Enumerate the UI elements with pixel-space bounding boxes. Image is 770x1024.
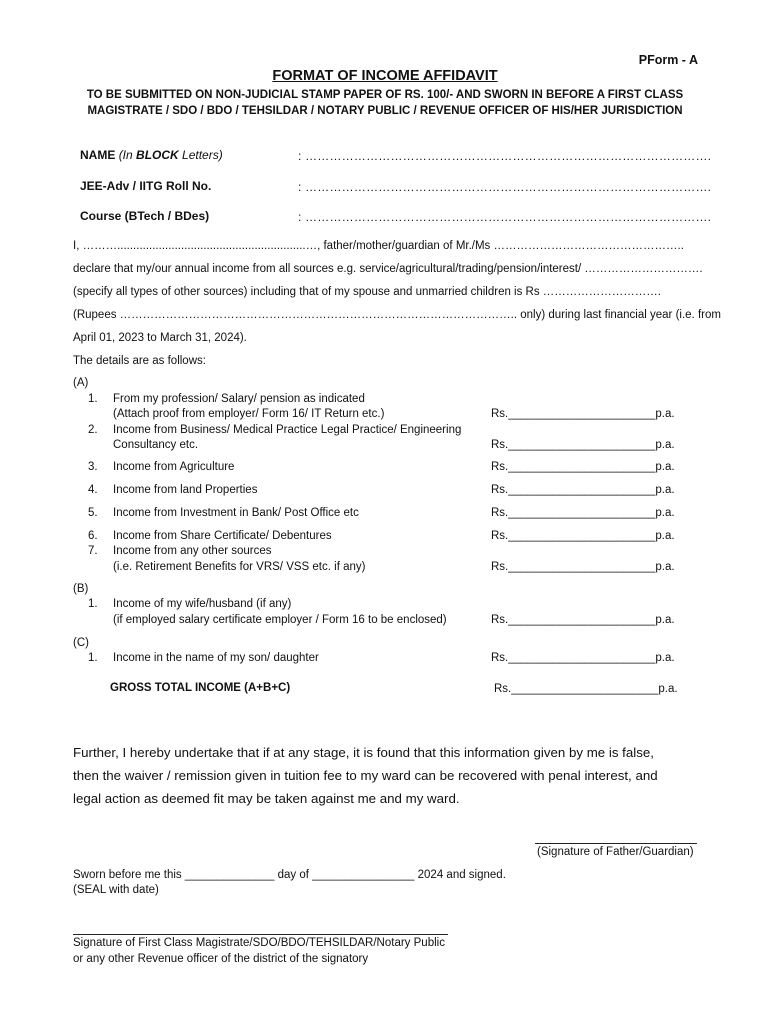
section-c-label: (C) <box>73 637 89 649</box>
item-label: (Attach proof from employer/ Form 16/ IT Return etc.) <box>113 408 385 420</box>
item-number: 7. <box>88 545 98 557</box>
item-label: Consultancy etc. <box>113 439 199 451</box>
amount-field[interactable]: Rs._______________________p.a. <box>491 507 675 519</box>
seal-label: (SEAL with date) <box>73 884 159 896</box>
item-label: Income from Agriculture <box>113 461 235 473</box>
item-label: (if employed salary certificate employer / Form 16 to be enclosed) <box>113 614 447 626</box>
item-label: Income from Share Certificate/ Debentures <box>113 530 332 542</box>
page-title: FORMAT OF INCOME AFFIDAVIT <box>272 68 498 84</box>
subtitle-line-2: MAGISTRATE / SDO / BDO / TEHSILDAR / NOTARY PUBLIC / REVENUE OFFICER OF HIS/HER JURISDICTION <box>87 105 683 117</box>
roll-field-label: JEE-Adv / IITG Roll No. <box>80 179 212 193</box>
item-label: Income from Investment in Bank/ Post Office etc <box>113 507 359 519</box>
amount-field[interactable]: Rs._______________________p.a. <box>491 614 675 626</box>
item-number: 5. <box>88 507 98 519</box>
sworn-line: Sworn before me this ______________ day of ________________ 2024 and signed. <box>73 869 506 881</box>
course-field-label: Course (BTech / BDes) <box>80 209 210 223</box>
parent-signature-line[interactable] <box>535 843 697 844</box>
declaration-line-4: (Rupees ………………………………………………………………………………………….. only) during last financial year (i.e. from <box>73 309 721 321</box>
amount-field[interactable]: Rs._______________________p.a. <box>491 561 675 573</box>
magistrate-signature-label-2: or any other Revenue officer of the district of the signatory <box>73 953 369 965</box>
magistrate-signature-label-1: Signature of First Class Magistrate/SDO/BDO/TEHSILDAR/Notary Public <box>73 937 445 949</box>
item-label: Income from Business/ Medical Practice Legal Practice/ Engineering <box>113 424 462 436</box>
amount-field[interactable]: Rs._______________________p.a. <box>491 530 675 542</box>
amount-field[interactable]: Rs._______________________p.a. <box>491 408 675 420</box>
item-number: 1. <box>88 393 98 405</box>
name-field-input[interactable]: : ………………………………………………………………………………………. <box>298 149 712 163</box>
declaration-line-3: (specify all types of other sources) including that of my spouse and unmarried children is Rs …………………………. <box>73 286 661 298</box>
undertaking-line-3: legal action as deemed fit may be taken against me and my ward. <box>73 791 460 806</box>
amount-field[interactable]: Rs._______________________p.a. <box>491 439 675 451</box>
details-intro: The details are as follows: <box>73 355 206 367</box>
amount-field[interactable]: Rs._______________________p.a. <box>491 484 675 496</box>
item-number: 4. <box>88 484 98 496</box>
item-label: Income from land Properties <box>113 484 258 496</box>
magistrate-signature-line[interactable] <box>73 934 448 935</box>
item-number: 1. <box>88 598 98 610</box>
amount-field[interactable]: Rs._______________________p.a. <box>491 652 675 664</box>
name-field-label: NAME (In BLOCK Letters) <box>80 148 223 162</box>
section-a-label: (A) <box>73 377 89 389</box>
declaration-line-5: April 01, 2023 to March 31, 2024). <box>73 332 247 344</box>
undertaking-line-2: then the waiver / remission given in tuition fee to my ward can be recovered with penal interest, and <box>73 768 658 783</box>
item-label: Income from any other sources <box>113 545 272 557</box>
gross-total-amount-field[interactable]: Rs._______________________p.a. <box>494 683 678 695</box>
form-id: PForm - A <box>638 53 698 67</box>
undertaking-line-1: Further, I hereby undertake that if at any stage, it is found that this information given by me is false, <box>73 745 654 760</box>
roll-field-input[interactable]: : ………………………………………………………………………………………. <box>298 180 712 194</box>
item-number: 1. <box>88 652 98 664</box>
item-label: From my profession/ Salary/ pension as indicated <box>113 393 365 405</box>
item-label: Income in the name of my son/ daughter <box>113 652 319 664</box>
amount-field[interactable]: Rs._______________________p.a. <box>491 461 675 473</box>
declaration-line-2: declare that my/our annual income from all sources e.g. service/agricultural/trading/pension/interest/ …………………………. <box>73 263 703 275</box>
subtitle-line-1: TO BE SUBMITTED ON NON-JUDICIAL STAMP PAPER OF RS. 100/- AND SWORN IN BEFORE A FIRST CLASS <box>86 89 684 101</box>
declaration-line-1: I, ………...........................................................…, father/mother/guardian of Mr./Ms ………………………………………….. <box>73 240 684 252</box>
item-number: 3. <box>88 461 98 473</box>
parent-signature-label: (Signature of Father/Guardian) <box>537 846 694 858</box>
course-field-input[interactable]: : ………………………………………………………………………………………. <box>298 210 712 224</box>
section-b-label: (B) <box>73 583 89 595</box>
item-label: Income of my wife/husband (if any) <box>113 598 292 610</box>
item-number: 2. <box>88 424 98 436</box>
gross-total-label: GROSS TOTAL INCOME (A+B+C) <box>110 682 291 694</box>
item-label: (i.e. Retirement Benefits for VRS/ VSS etc. if any) <box>113 561 366 573</box>
item-number: 6. <box>88 530 98 542</box>
